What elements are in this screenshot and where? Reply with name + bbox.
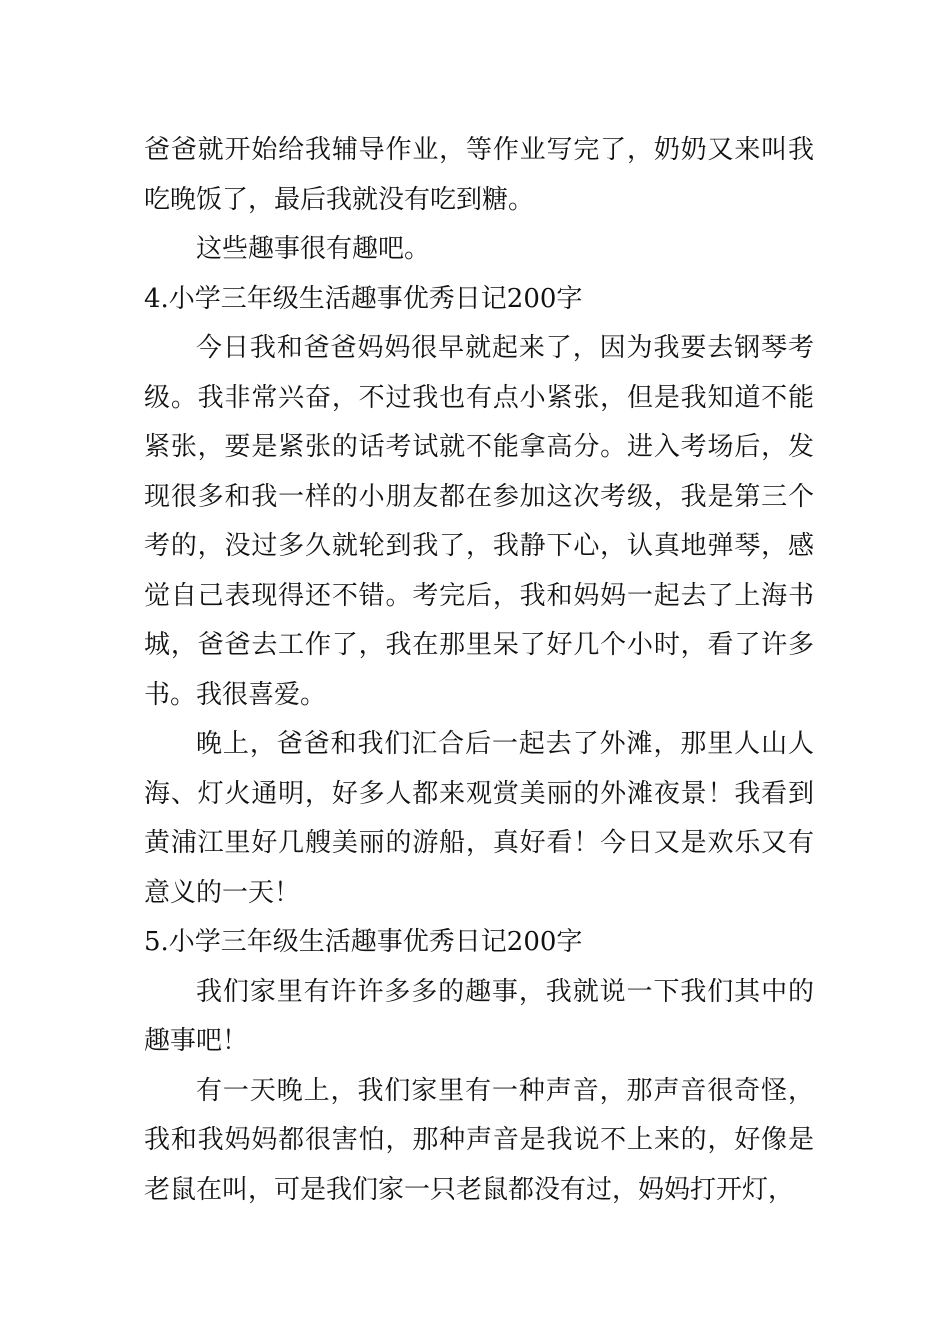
section-heading-5: 5.小学三年级生活趣事优秀日记200字: [144, 927, 583, 957]
paragraph-continuation: 爸爸就开始给我辅导作业，等作业写完了，奶奶又来叫我吃晚饭了，最后我就没有吃到糖。: [144, 135, 814, 215]
paragraph-bund-evening: 晚上，爸爸和我们汇合后一起去了外滩，那里人山人海、灯火通明，好多人都来观赏美丽的外滩夜景！我看到黄浦江里好几艘美丽的游船，真好看！今日又是欢乐又有意义的一天！: [144, 729, 814, 908]
section-heading-4: 4.小学三年级生活趣事优秀日记200字: [144, 283, 583, 314]
paragraph-strange-sound: 有一天晚上，我们家里有一种声音，那声音很奇怪，我和我妈妈都很害怕，那种声音是我说不上来的，好像是老鼠在叫，可是我们家一只老鼠都没有过，妈妈打开灯，: [144, 1075, 814, 1205]
document-body: [144, 126, 814, 1215]
paragraph-summary: 这些趣事很有趣吧。: [196, 234, 431, 264]
paragraph-piano-exam: 今日我和爸爸妈妈很早就起来了，因为我要去钢琴考级。我非常兴奋，不过我也有点小紧张，但是我知道不能紧张，要是紧张的话考试就不能拿高分。进入考场后，发现很多和我一样的小朋友都在参加这次考级，我是第三个考的，没过多久就轮到我了，我静下心，认真地弹琴，感觉自己表现得还不错。考完后，我和妈妈一起去了上海书城，爸爸去工作了，我在那里呆了好几个小时，看了许多书。我很喜爱。: [144, 333, 814, 710]
paragraph-family-stories: 我们家里有许许多多的趣事，我就说一下我们其中的趣事吧！: [144, 976, 814, 1056]
